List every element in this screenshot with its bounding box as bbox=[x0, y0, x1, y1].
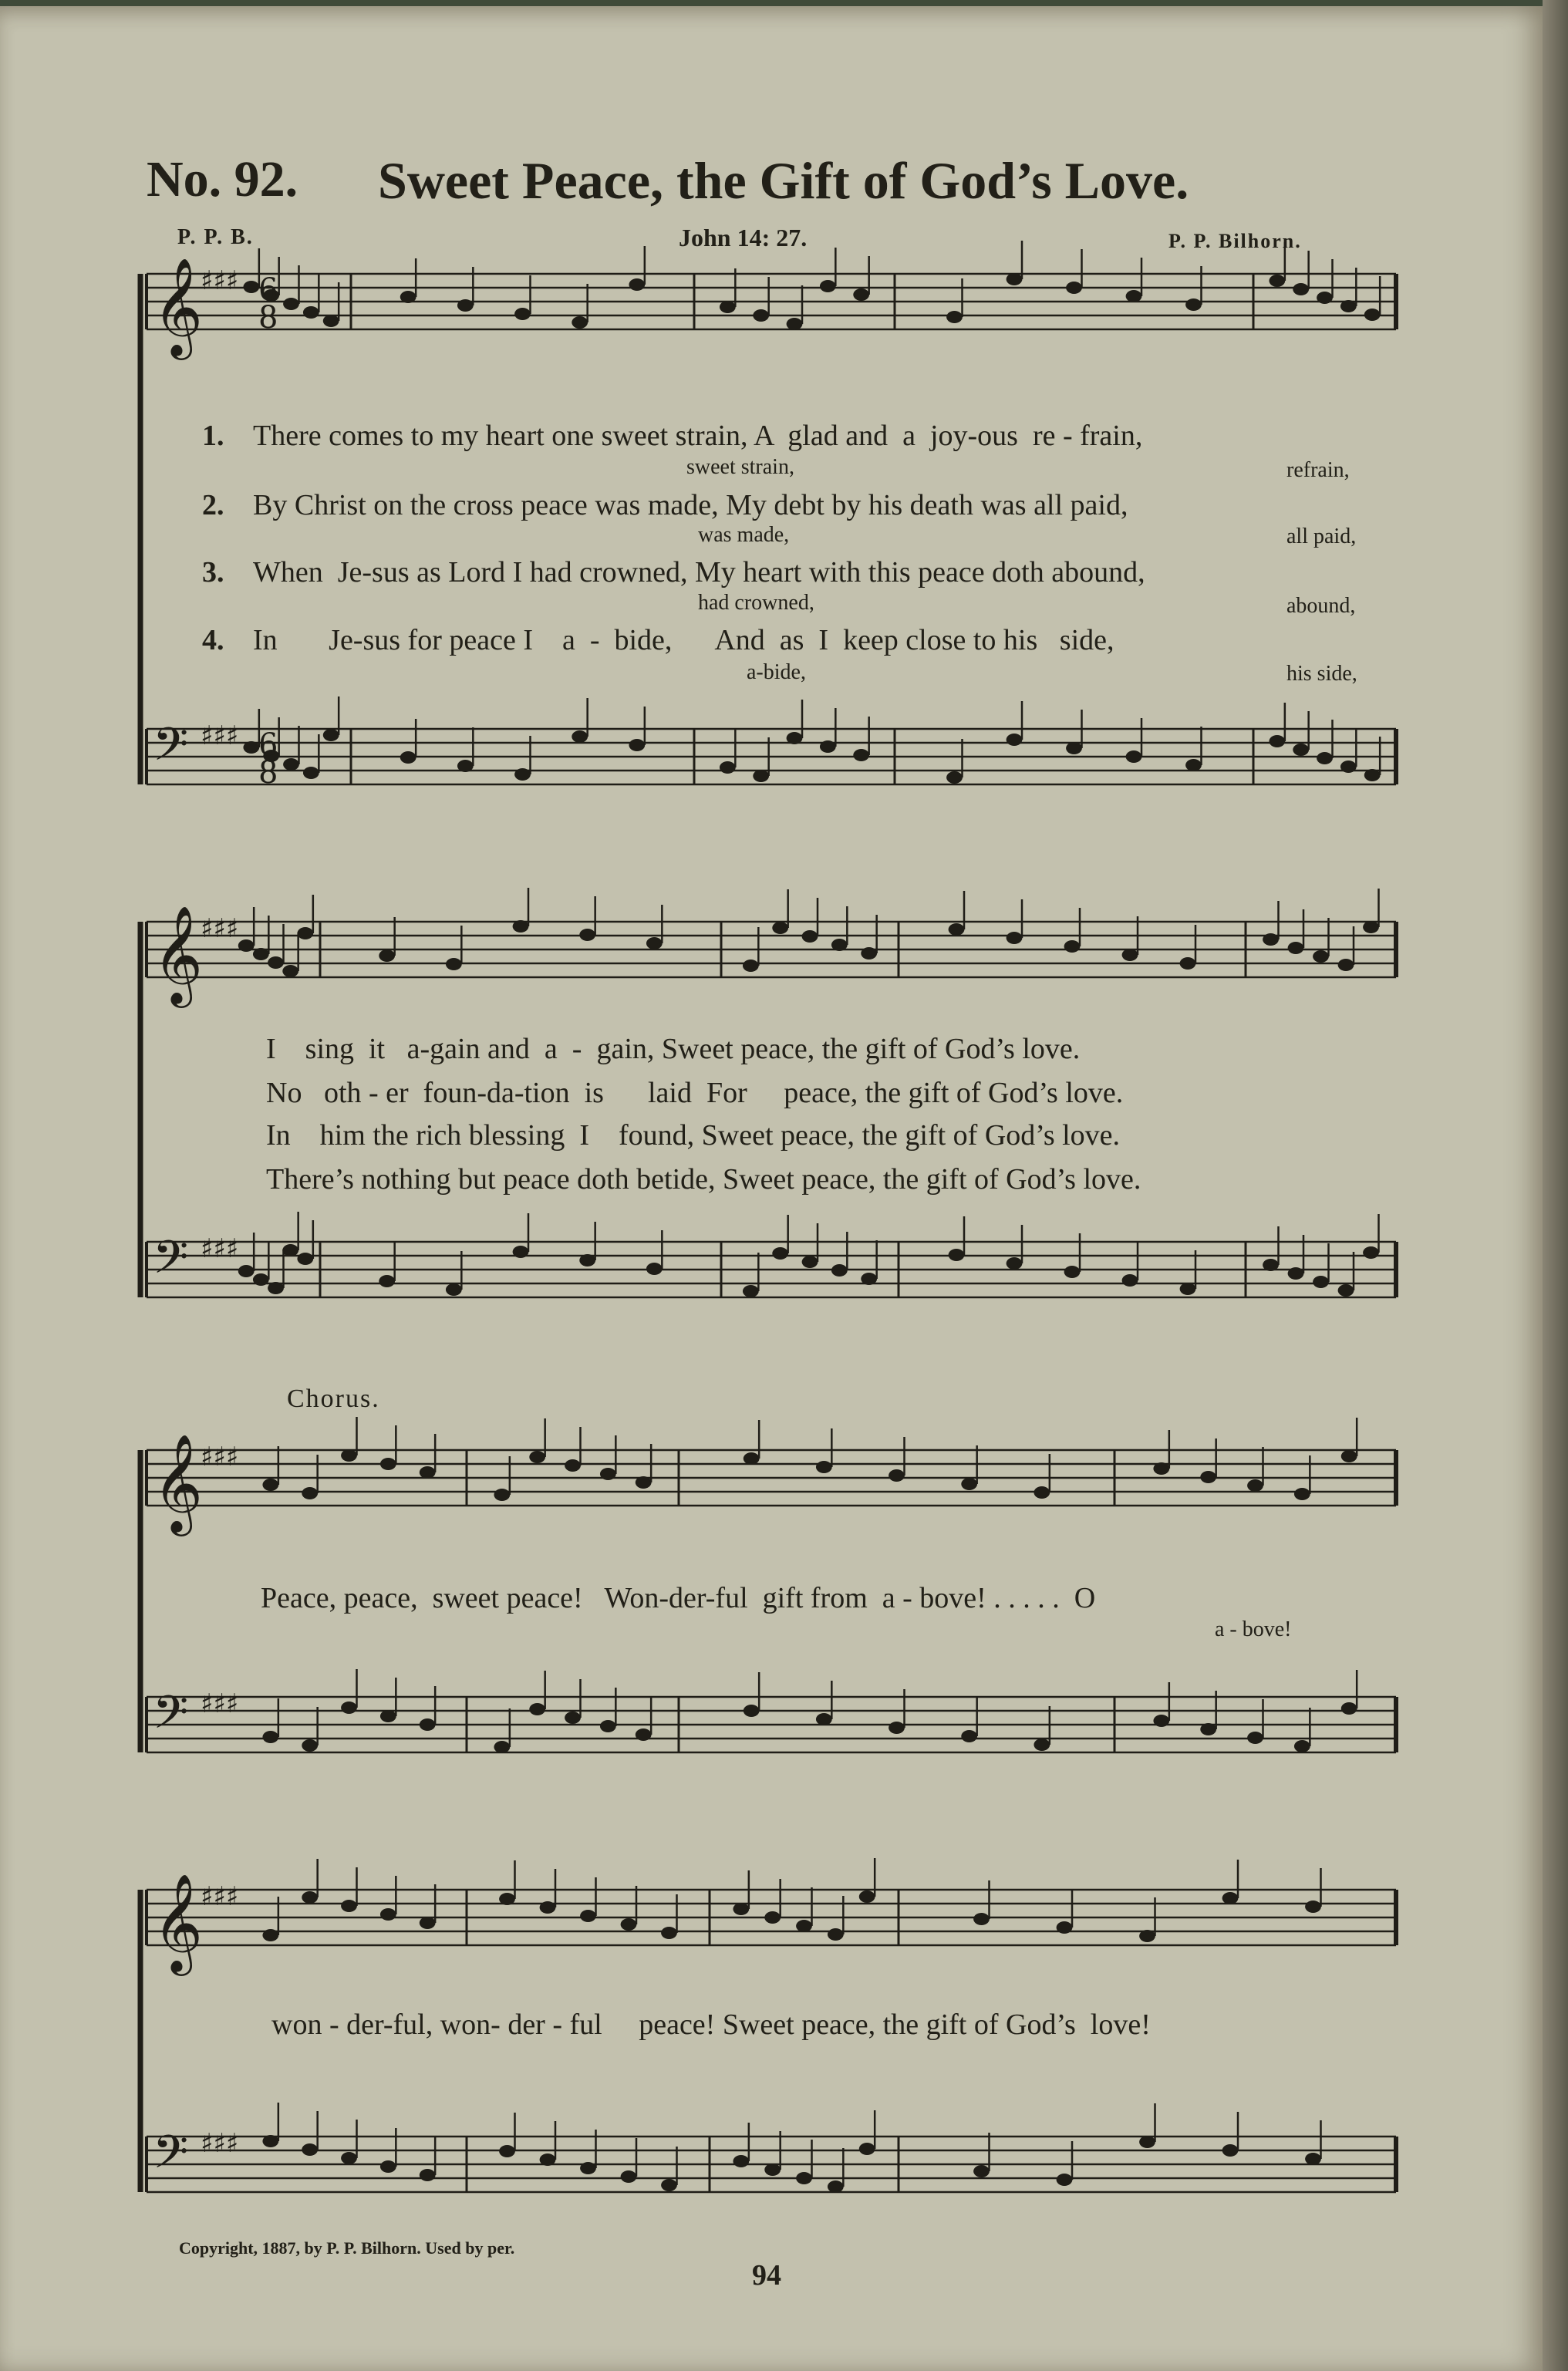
note-head bbox=[572, 730, 588, 743]
note-head bbox=[772, 1247, 788, 1260]
note-head bbox=[629, 278, 645, 291]
note-head bbox=[513, 1246, 529, 1258]
note-head bbox=[861, 947, 877, 960]
note-head bbox=[743, 1285, 759, 1297]
copyright-notice: Copyright, 1887, by P. P. Bilhorn. Used by per. bbox=[179, 2238, 515, 2258]
note-head bbox=[1263, 933, 1279, 946]
note-head bbox=[302, 2143, 318, 2156]
note-head bbox=[1338, 1284, 1354, 1297]
note-head bbox=[268, 956, 284, 969]
note-head bbox=[1364, 309, 1381, 321]
note-head bbox=[1340, 300, 1357, 312]
note-head bbox=[744, 1452, 760, 1465]
note-head bbox=[744, 1705, 760, 1717]
note-head bbox=[787, 318, 803, 330]
note-head bbox=[831, 1264, 848, 1277]
note-head bbox=[861, 1273, 877, 1285]
verse-3-echo-2: abound, bbox=[1286, 594, 1356, 618]
note-head bbox=[540, 1901, 556, 1914]
note-head bbox=[1057, 2174, 1073, 2186]
note-head bbox=[1126, 290, 1142, 302]
note-head bbox=[820, 740, 836, 753]
key-signature-5: ♯♯♯ bbox=[201, 1688, 239, 1719]
note-head bbox=[1066, 282, 1082, 294]
bass-clef-3: 𝄢 bbox=[153, 1230, 189, 1295]
note-head bbox=[579, 929, 595, 941]
note-head bbox=[262, 1929, 278, 1941]
verse-2-echo-1: was made, bbox=[698, 523, 790, 547]
note-head bbox=[323, 729, 339, 741]
note-head bbox=[853, 749, 869, 761]
note-head bbox=[1340, 761, 1357, 773]
note-head bbox=[949, 923, 965, 936]
note-head bbox=[1034, 1486, 1050, 1499]
verse-4-line-1: In Je-sus for peace I a - bide, And as I keep close to his side, bbox=[253, 624, 1114, 656]
note-head bbox=[621, 1918, 637, 1931]
note-head bbox=[238, 1265, 255, 1277]
note-head bbox=[1317, 752, 1333, 764]
note-head bbox=[1305, 2153, 1321, 2165]
note-head bbox=[253, 1273, 269, 1286]
note-head bbox=[283, 758, 299, 771]
note-head bbox=[733, 1903, 749, 1915]
note-head bbox=[1247, 1732, 1263, 1744]
note-head bbox=[1139, 2136, 1155, 2148]
note-head bbox=[420, 1718, 436, 1731]
chorus-label: Chorus. bbox=[287, 1384, 380, 1413]
note-head bbox=[262, 2135, 278, 2147]
note-head bbox=[565, 1459, 581, 1472]
note-head bbox=[303, 767, 319, 779]
note-head bbox=[859, 1890, 875, 1903]
note-head bbox=[446, 958, 462, 970]
note-head bbox=[341, 1702, 357, 1714]
note-head bbox=[400, 291, 416, 303]
note-head bbox=[720, 761, 736, 774]
note-head bbox=[1122, 949, 1138, 961]
note-head bbox=[1180, 957, 1196, 970]
note-head bbox=[1269, 735, 1285, 747]
note-head bbox=[1185, 298, 1202, 311]
note-head bbox=[961, 1478, 977, 1490]
note-head bbox=[579, 1254, 595, 1266]
hymn-title: Sweet Peace, the Gift of God’s Love. bbox=[378, 151, 1189, 210]
note-head bbox=[380, 1710, 396, 1722]
note-head bbox=[661, 2179, 677, 2191]
note-head bbox=[1139, 1930, 1155, 1942]
note-head bbox=[1363, 921, 1379, 933]
note-head bbox=[457, 760, 474, 772]
note-head bbox=[1200, 1723, 1216, 1735]
note-head bbox=[1064, 1266, 1081, 1278]
hymn-number: No. 92. bbox=[147, 151, 298, 207]
key-signature-6: ♯♯♯ bbox=[201, 1881, 239, 1912]
verse-3-line-2: In him the rich blessing I found, Sweet peace, the gift of God’s love. bbox=[266, 1119, 1121, 1152]
note-head bbox=[1200, 1471, 1216, 1483]
note-head bbox=[499, 2145, 515, 2157]
key-signature-3: ♯♯♯ bbox=[201, 1233, 239, 1264]
time-signature-bottom: 8 bbox=[258, 300, 278, 336]
note-head bbox=[297, 1253, 313, 1265]
note-head bbox=[949, 1249, 965, 1261]
note-head bbox=[646, 1263, 663, 1275]
note-head bbox=[302, 1891, 318, 1904]
note-head bbox=[1294, 1488, 1310, 1500]
verse-4-line-2: There’s nothing but peace doth betide, Sweet peace, the gift of God’s love. bbox=[266, 1163, 1141, 1196]
note-head bbox=[743, 960, 759, 972]
composer-credit: P. P. Bilhorn. bbox=[1168, 230, 1302, 252]
verse-2-number: 2. bbox=[202, 489, 224, 521]
author-initials: P. P. B. bbox=[177, 225, 254, 249]
note-head bbox=[283, 298, 299, 310]
verse-3-line-1: When Je-sus as Lord I had crowned, My heart with this peace doth abound, bbox=[253, 556, 1145, 589]
note-head bbox=[772, 922, 788, 934]
bass-clef-5: 𝄢 bbox=[153, 1685, 189, 1750]
note-head bbox=[796, 1920, 812, 1932]
note-head bbox=[297, 927, 313, 939]
time-signature-top: 6 bbox=[258, 272, 278, 308]
note-head bbox=[1066, 742, 1082, 754]
note-head bbox=[446, 1283, 462, 1296]
treble-clef-6: 𝄞 bbox=[153, 1873, 204, 1971]
verse-1-echo-1: sweet strain, bbox=[686, 455, 794, 479]
key-signature-0: ♯♯♯ bbox=[201, 265, 239, 296]
note-head bbox=[379, 1275, 395, 1287]
chorus-echo: a - bove! bbox=[1215, 1617, 1292, 1641]
note-head bbox=[379, 949, 395, 962]
note-head bbox=[889, 1722, 905, 1734]
note-head bbox=[796, 2172, 812, 2184]
note-head bbox=[973, 1913, 990, 1925]
key-signature-4: ♯♯♯ bbox=[201, 1442, 239, 1472]
verse-2-line-2: No oth - er foun-da-tion is laid For peace, the gift of God’s love. bbox=[266, 1077, 1124, 1109]
note-head bbox=[828, 2180, 844, 2193]
note-head bbox=[1317, 292, 1333, 304]
note-head bbox=[499, 1893, 515, 1905]
note-head bbox=[1263, 1259, 1279, 1271]
note-head bbox=[514, 768, 531, 781]
note-head bbox=[420, 1466, 436, 1479]
chorus-line-2: won - der-ful, won- der - ful peace! Sweet peace, the gift of God’s love! bbox=[271, 2008, 1151, 2041]
note-head bbox=[1153, 1462, 1169, 1475]
note-head bbox=[420, 2169, 436, 2181]
chorus-line-1: Peace, peace, sweet peace! Won-der-ful gift from a - bove! . . . . . O bbox=[261, 1582, 1096, 1614]
bass-clef-1: 𝄢 bbox=[153, 717, 189, 782]
time-signature-bottom: 8 bbox=[258, 755, 278, 791]
note-head bbox=[1341, 1450, 1357, 1462]
note-head bbox=[621, 2170, 637, 2183]
note-head bbox=[282, 1244, 298, 1256]
note-head bbox=[243, 741, 259, 754]
note-head bbox=[1153, 1715, 1169, 1727]
note-head bbox=[816, 1461, 832, 1473]
note-head bbox=[380, 1908, 396, 1921]
note-head bbox=[380, 1458, 396, 1470]
note-head bbox=[262, 1479, 278, 1491]
note-head bbox=[1293, 744, 1309, 756]
note-head bbox=[323, 315, 339, 327]
note-head bbox=[341, 2152, 357, 2164]
scripture-reference: John 14: 27. bbox=[679, 224, 808, 251]
note-head bbox=[720, 301, 736, 313]
note-head bbox=[268, 1282, 284, 1294]
note-head bbox=[1180, 1283, 1196, 1295]
verse-4-echo-2: his side, bbox=[1286, 662, 1357, 686]
verse-1-line-2: I sing it a-gain and a - gain, Sweet peace, the gift of God’s love. bbox=[266, 1033, 1081, 1065]
note-head bbox=[600, 1468, 616, 1480]
note-head bbox=[1364, 769, 1381, 781]
note-head bbox=[859, 2143, 875, 2155]
note-head bbox=[1294, 1740, 1310, 1752]
verse-2-echo-2: all paid, bbox=[1286, 524, 1357, 548]
note-head bbox=[946, 311, 963, 323]
note-head bbox=[341, 1449, 357, 1462]
note-head bbox=[753, 309, 769, 322]
note-head bbox=[1007, 932, 1023, 944]
note-head bbox=[565, 1712, 581, 1724]
note-head bbox=[238, 939, 255, 952]
note-head bbox=[600, 1720, 616, 1732]
note-head bbox=[1064, 940, 1081, 953]
key-signature-1: ♯♯♯ bbox=[201, 720, 239, 751]
page-number: 94 bbox=[752, 2259, 781, 2292]
key-signature-2: ♯♯♯ bbox=[201, 913, 239, 944]
note-head bbox=[1185, 759, 1202, 771]
verse-2-line-1: By Christ on the cross peace was made, My debt by his death was all paid, bbox=[253, 489, 1128, 521]
verse-4-number: 4. bbox=[202, 624, 224, 656]
note-head bbox=[1288, 1267, 1304, 1280]
treble-clef-4: 𝄞 bbox=[153, 1433, 204, 1532]
verse-1-line-1: There comes to my heart one sweet strain, A glad and a joy-ous re - frain, bbox=[253, 420, 1143, 452]
note-head bbox=[820, 280, 836, 292]
note-head bbox=[302, 1739, 318, 1752]
note-head bbox=[1338, 959, 1354, 971]
note-head bbox=[1305, 1901, 1321, 1913]
note-head bbox=[262, 1731, 278, 1743]
note-head bbox=[1269, 275, 1285, 287]
note-head bbox=[1007, 273, 1023, 285]
note-head bbox=[733, 2155, 749, 2167]
note-head bbox=[457, 299, 474, 312]
time-signature-top: 6 bbox=[258, 727, 278, 763]
note-head bbox=[629, 739, 645, 751]
note-head bbox=[513, 920, 529, 933]
note-head bbox=[973, 2165, 990, 2177]
note-head bbox=[764, 2164, 781, 2176]
note-head bbox=[661, 1927, 677, 1939]
note-head bbox=[341, 1900, 357, 1912]
note-head bbox=[961, 1730, 977, 1742]
note-head bbox=[380, 2160, 396, 2173]
note-head bbox=[1222, 1892, 1239, 1904]
note-head bbox=[1363, 1246, 1379, 1259]
note-head bbox=[787, 732, 803, 744]
verse-1-number: 1. bbox=[202, 420, 224, 452]
note-head bbox=[853, 288, 869, 301]
note-head bbox=[816, 1713, 832, 1725]
note-head bbox=[494, 1741, 510, 1753]
note-head bbox=[514, 308, 531, 320]
bass-clef-7: 𝄢 bbox=[153, 2125, 189, 2190]
note-head bbox=[1126, 750, 1142, 763]
note-head bbox=[1341, 1702, 1357, 1715]
verse-3-echo-1: had crowned, bbox=[698, 591, 814, 615]
note-head bbox=[831, 939, 848, 951]
note-head bbox=[529, 1451, 545, 1463]
note-head bbox=[282, 965, 298, 977]
note-head bbox=[400, 751, 416, 764]
note-head bbox=[1293, 283, 1309, 295]
verse-3-number: 3. bbox=[202, 556, 224, 589]
note-head bbox=[1122, 1274, 1138, 1287]
note-head bbox=[580, 2162, 596, 2174]
note-head bbox=[253, 948, 269, 960]
note-head bbox=[302, 1487, 318, 1499]
note-head bbox=[636, 1476, 652, 1489]
note-head bbox=[753, 770, 769, 782]
note-head bbox=[420, 1917, 436, 1929]
treble-clef-2: 𝄞 bbox=[153, 905, 204, 1003]
note-head bbox=[802, 1256, 818, 1268]
note-head bbox=[1034, 1739, 1050, 1751]
note-head bbox=[1313, 1276, 1329, 1288]
key-signature-7: ♯♯♯ bbox=[201, 2128, 239, 2159]
note-head bbox=[1222, 2144, 1239, 2157]
note-head bbox=[1288, 942, 1304, 954]
note-head bbox=[1247, 1479, 1263, 1492]
note-head bbox=[572, 316, 588, 329]
verse-1-echo-2: refrain, bbox=[1286, 458, 1350, 482]
note-head bbox=[802, 930, 818, 943]
note-head bbox=[494, 1489, 510, 1501]
note-head bbox=[1057, 1921, 1073, 1934]
note-head bbox=[828, 1928, 844, 1941]
note-head bbox=[303, 306, 319, 319]
note-head bbox=[580, 1910, 596, 1922]
note-head bbox=[540, 2153, 556, 2166]
note-head bbox=[764, 1911, 781, 1924]
note-head bbox=[889, 1469, 905, 1482]
note-head bbox=[243, 281, 259, 293]
verse-4-echo-1: a-bide, bbox=[747, 660, 806, 684]
note-head bbox=[646, 937, 663, 949]
note-head bbox=[1007, 1257, 1023, 1270]
note-head bbox=[946, 771, 963, 784]
note-head bbox=[1313, 950, 1329, 963]
note-head bbox=[529, 1703, 545, 1715]
note-head bbox=[636, 1729, 652, 1741]
note-head bbox=[1007, 734, 1023, 746]
treble-clef-0: 𝄞 bbox=[153, 257, 204, 356]
